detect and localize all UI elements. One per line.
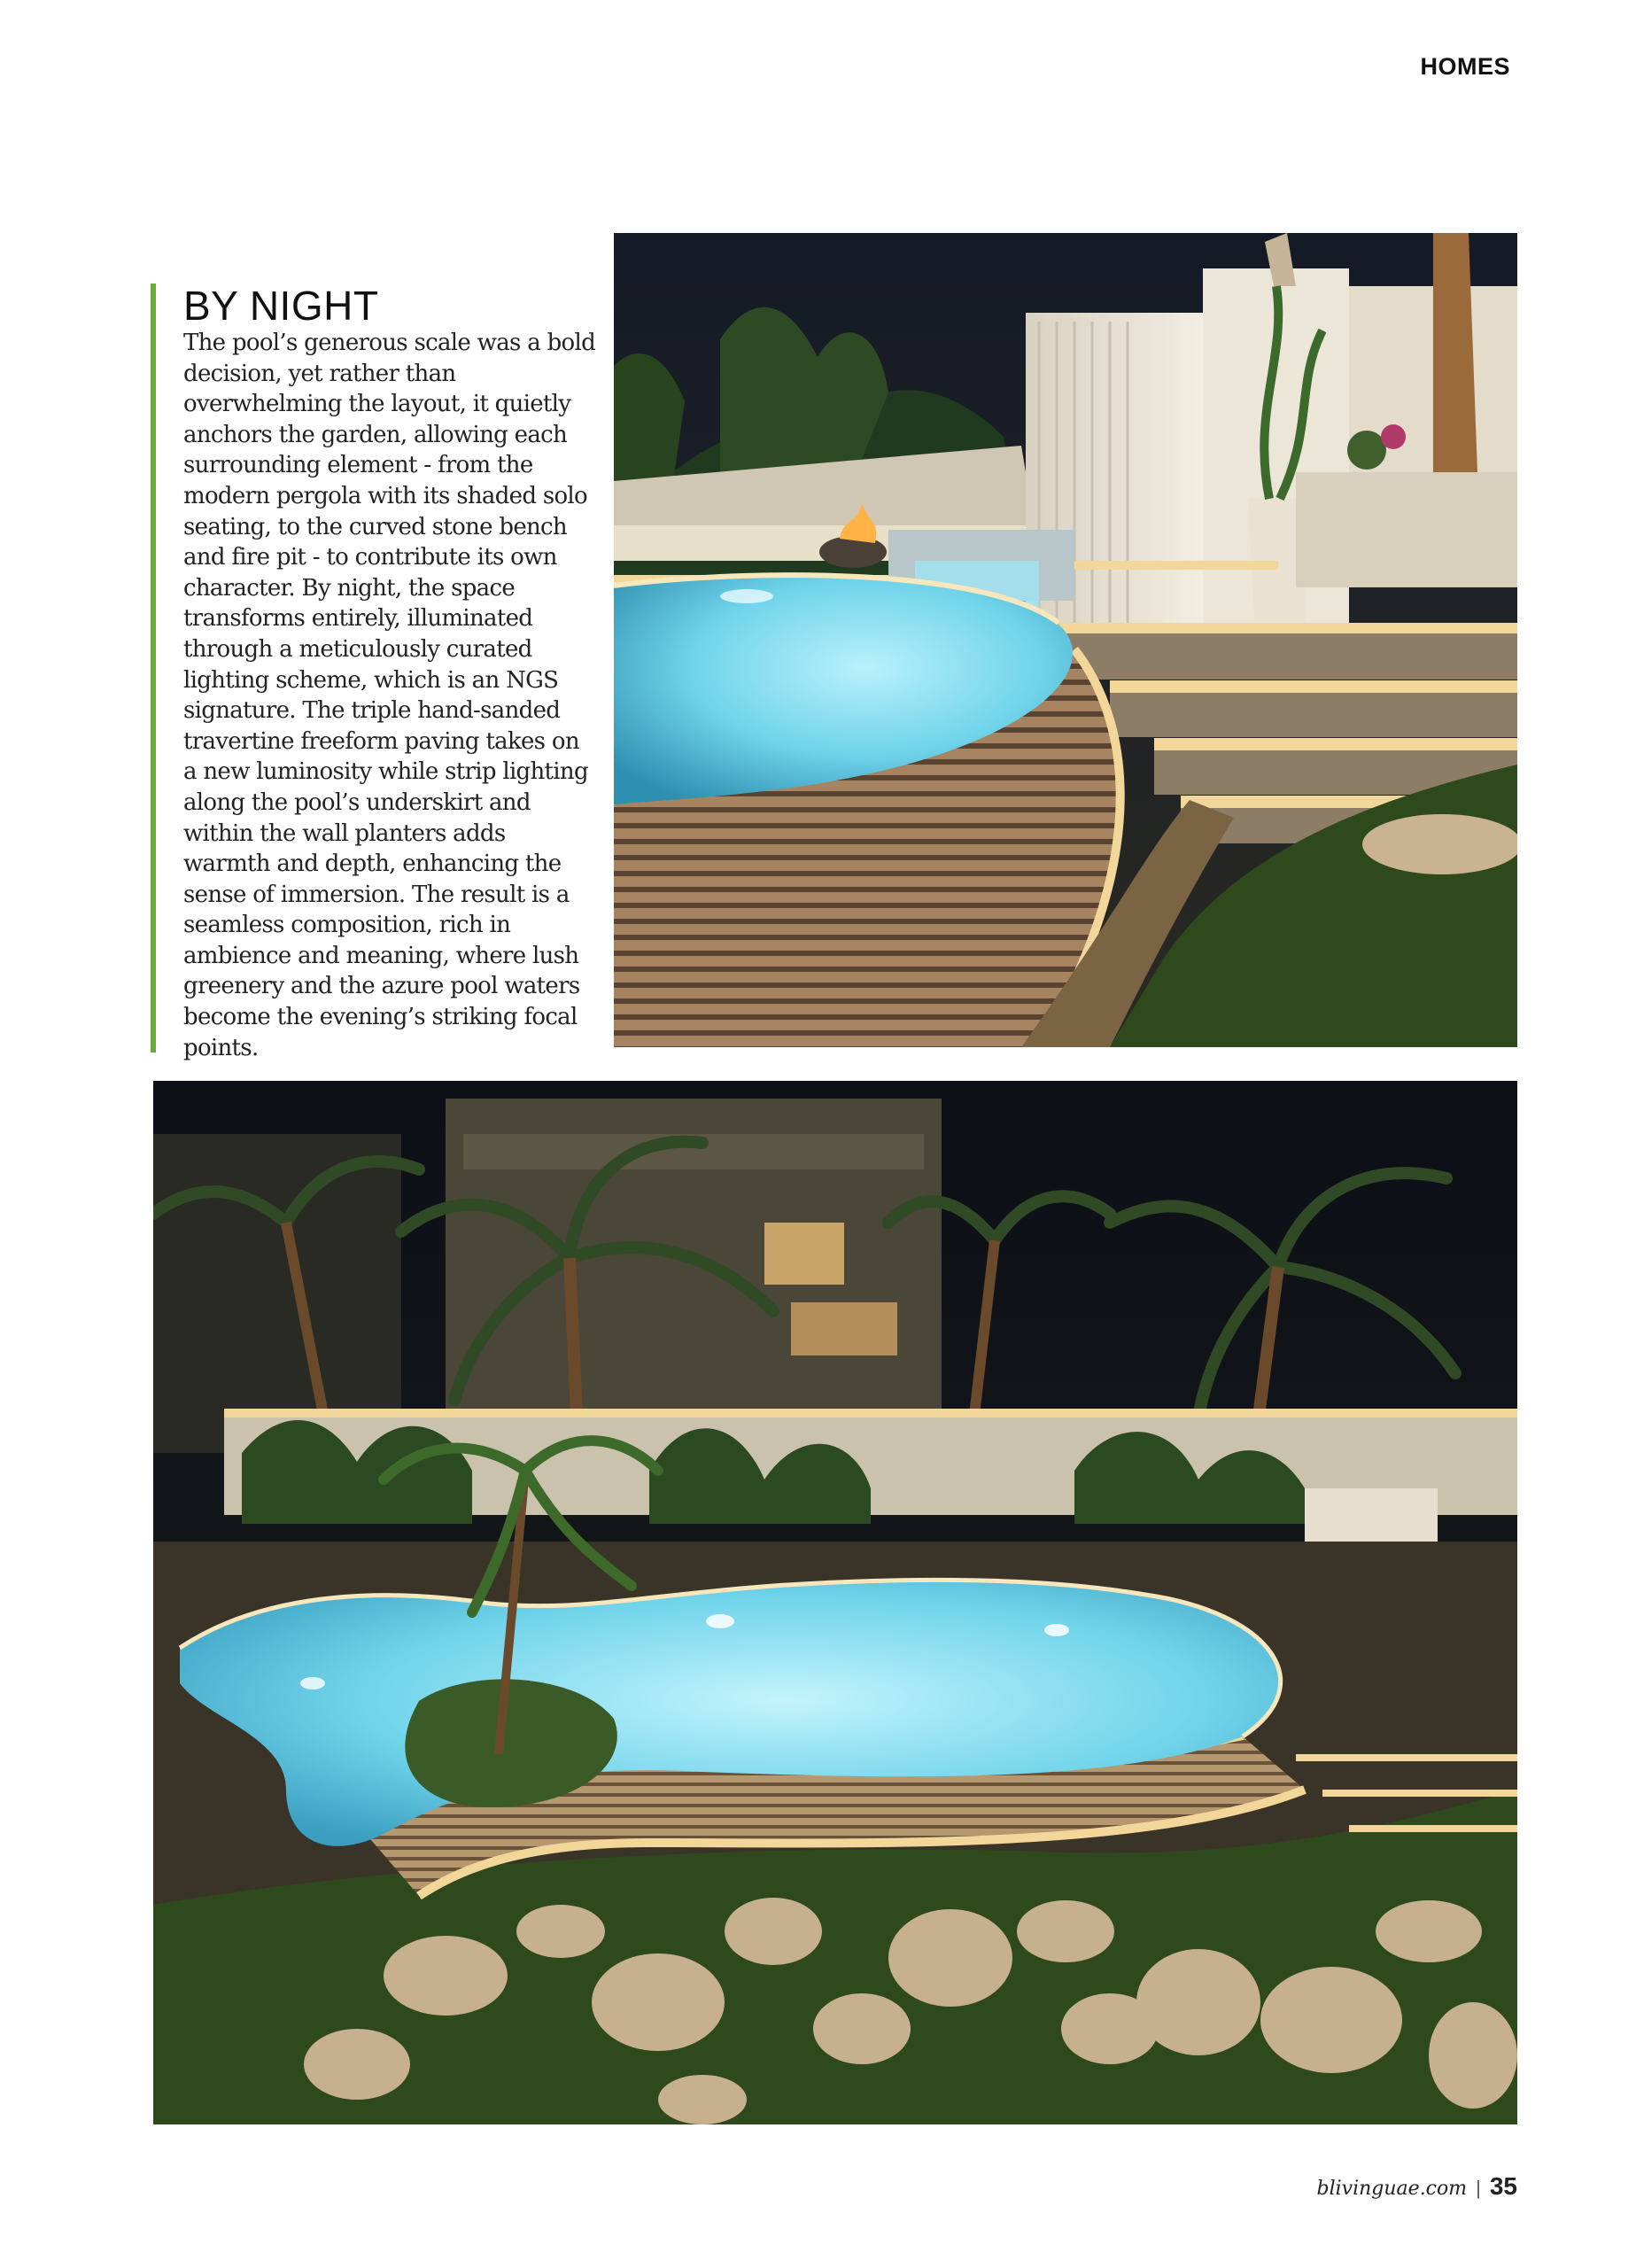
pool-night-photo-top <box>614 233 1517 1047</box>
page-footer <box>1317 2172 1517 2201</box>
footer-site: blivinguae.com <box>1316 2178 1468 2200</box>
sidebar-title: BY NIGHT <box>183 283 379 329</box>
pool-garden-night-photo-bottom <box>153 1081 1517 2124</box>
pool-garden-illustration <box>153 1081 1517 2124</box>
page-number: 35 <box>1489 2172 1517 2200</box>
footer-separator: | <box>1476 2177 1481 2199</box>
sidebar-body: The pool’s generous scale was a bold decision, yet rather than overwhelming the layout, it quietly anchors the garden, allowing each surrounding element - from the modern pergola with its shaded solo seating, to the curved stone bench and fire pit - to contribute its own character. By night, the space transforms entirely, illuminated through a meticulously curated lighting scheme, which is an NGS signature. The triple hand-sanded travertine freeform paving takes on a new luminosity while strip lighting along the pool’s underskirt and within the wall planters adds warmth and depth, enhancing the sense of immersion. The result is a seamless composition, rich in ambience and meaning, where lush greenery and the azure pool waters become the evening’s striking focal points. <box>183 330 596 1061</box>
by-night-sidebar <box>151 283 598 1061</box>
section-label: HOMES <box>1420 53 1510 80</box>
pool-steps-illustration <box>614 233 1517 1047</box>
